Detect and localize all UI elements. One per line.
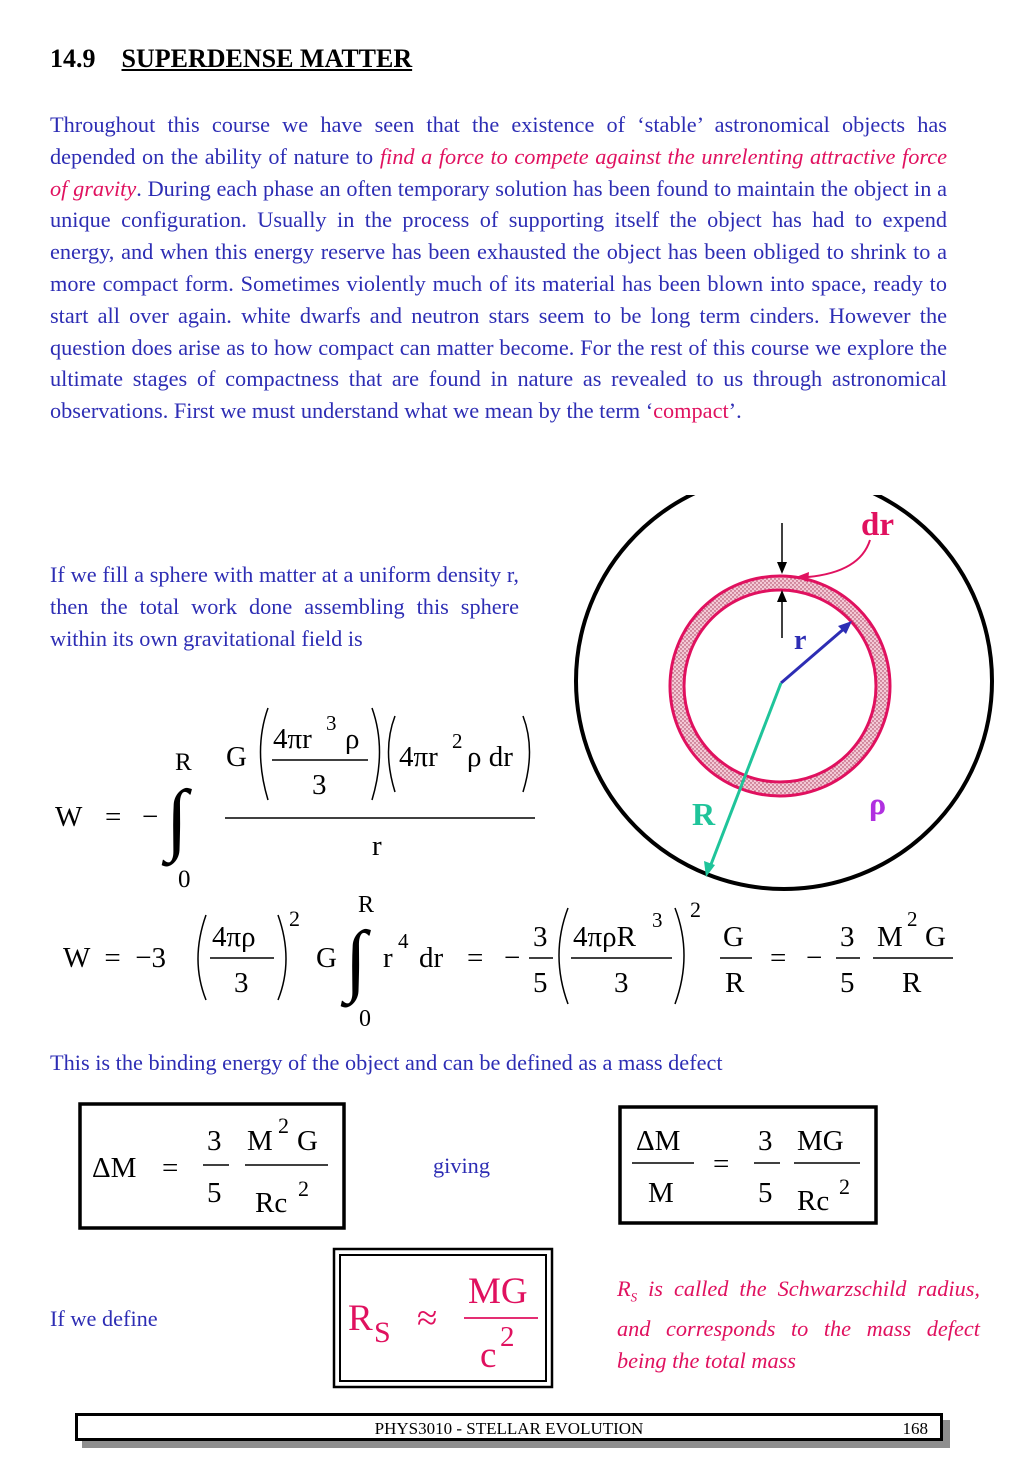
eq1-integral-sign: ∫ — [166, 775, 188, 863]
eq1-rho: ρ — [345, 723, 360, 755]
eq2-paren-right-2 — [675, 908, 684, 1004]
eq1-upper-limit: R — [175, 749, 192, 776]
eq2-G: G — [316, 942, 337, 974]
giving-text: giving — [433, 1153, 490, 1178]
box1-M: M — [247, 1125, 273, 1157]
eq2-upper-limit: R — [358, 892, 375, 918]
eq1-num1: 4πr — [273, 723, 312, 755]
eq2-G-num: G — [723, 921, 744, 953]
eq1-denominator: r — [372, 830, 382, 862]
rs-den-c: c — [480, 1335, 497, 1376]
rs-note-text: is called the Schwarzschild radius, and corresponds to the mass defect being the total mass — [617, 1276, 980, 1374]
intro-text-3: ’. — [728, 398, 742, 424]
eq1-exp2: 2 — [452, 729, 463, 753]
rs-note-symbol: R — [617, 1276, 631, 1301]
schwarzschild-note — [617, 1273, 980, 1377]
label-r: r — [794, 625, 807, 656]
box1-den: 5 — [207, 1177, 222, 1209]
eq2-lhs: W = −3 — [63, 942, 167, 974]
eq2-M-exp: 2 — [907, 907, 918, 931]
eq2-dr: dr — [419, 942, 444, 974]
eq2-coef-5: 5 — [533, 967, 548, 999]
eq2-lower-limit: 0 — [359, 1006, 371, 1032]
intro-emphasis: find a force to compete against the unrelenting attractive force of gravity — [50, 143, 947, 201]
intro-paragraph — [50, 109, 947, 427]
eq2-coef-5b: 5 — [840, 967, 855, 999]
box1-M-exp: 2 — [278, 1113, 289, 1138]
outer-sphere — [576, 495, 992, 889]
box1-c-exp: 2 — [298, 1176, 309, 1201]
eq2-num2: 4πρR — [573, 921, 636, 953]
eq2-equals-2: = — [770, 942, 787, 974]
box1-equals: = — [162, 1152, 179, 1184]
eq2-num1: 4πρ — [212, 921, 256, 953]
label-dr: dr — [861, 507, 894, 543]
box2-frac-den: M — [648, 1177, 674, 1209]
eq2-G-final: G — [925, 921, 946, 953]
eq2-R-final: R — [902, 967, 922, 999]
rs-note-sub: S — [630, 1289, 638, 1305]
box2-c-exp: 2 — [839, 1174, 850, 1199]
box2-MG: MG — [797, 1125, 844, 1157]
eq2-equals-1: = — [467, 942, 484, 974]
eq1-exp1: 3 — [326, 711, 337, 735]
label-rho: ρ — [869, 785, 887, 821]
eq2-num2-exp: 3 — [652, 908, 663, 932]
eq1-lower-limit: 0 — [178, 866, 191, 893]
eq2-coef-3b: 3 — [840, 921, 855, 953]
page-number: 168 — [902, 1419, 928, 1438]
eq2-paren-left-1 — [198, 915, 206, 1000]
footer-course-title: PHYS3010 - STELLAR EVOLUTION — [374, 1419, 644, 1438]
box2-equals: = — [713, 1148, 730, 1180]
eq2-integral-sign: ∫ — [345, 916, 367, 1004]
rs-num: MG — [468, 1271, 528, 1312]
equation-work-integral — [40, 695, 560, 895]
eq2-paren-right-1 — [278, 915, 286, 1000]
eq2-integrand: r — [383, 942, 393, 974]
box2-Rc: Rc — [797, 1185, 830, 1217]
eq1-paren-left-2 — [389, 716, 396, 792]
dr-arrowhead-top — [777, 562, 787, 574]
fractional-mass-defect-box — [614, 1101, 882, 1229]
equation-work-result — [55, 890, 965, 1035]
eq2-minus-2: − — [806, 942, 823, 974]
intro-text-1: Throughout this course we have seen that the existence of ‘stable’ astronomical objects has depended on the ability of nature to — [50, 112, 947, 169]
rs-symbol-R: R — [348, 1298, 373, 1339]
eq2-pow1: 2 — [289, 906, 300, 931]
eq1-paren-left-1 — [261, 708, 269, 800]
eq1-rest2: ρ dr — [467, 741, 513, 773]
rs-symbol-S: S — [374, 1316, 391, 1349]
eq1-num2: 4πr — [399, 741, 438, 773]
eq1-equals: = — [105, 801, 122, 833]
box2-frac-num: ΔM — [636, 1125, 681, 1157]
mass-defect-box — [75, 1098, 350, 1234]
eq1-W: W — [55, 801, 83, 833]
dr-pointer — [808, 540, 870, 577]
eq2-pow2: 2 — [690, 897, 701, 922]
eq2-den2: 3 — [614, 967, 629, 999]
page-footer — [75, 1413, 943, 1441]
intro-term: compact — [653, 398, 729, 424]
section-heading — [50, 44, 412, 74]
sphere-diagram — [570, 495, 1024, 905]
dr-arrowhead-bottom — [777, 590, 787, 602]
sphere-paragraph: If we fill a sphere with matter at a uniform density r, then the total work done assembling this sphere within its own gravitational field is — [50, 562, 519, 651]
eq1-paren-right-1 — [372, 708, 380, 800]
binding-energy-text: This is the binding energy of the object and can be defined as a mass defect — [50, 1050, 723, 1075]
eq1-den1: 3 — [312, 769, 327, 801]
box1-Rc: Rc — [255, 1187, 288, 1219]
eq1-minus: − — [142, 801, 159, 833]
eq2-integrand-exp: 4 — [398, 929, 409, 953]
box1-G: G — [297, 1125, 318, 1157]
eq2-M: M — [877, 921, 903, 953]
intro-text-2: . During each phase an often temporary solution has been found to maintain the object in a unique configuration. Usually in the process of supporting itself the object has had to expend energy, and when this energy reserve has been exhausted the object has been obliged to shrink to a more compact form. Sometimes violently much of its material has been blown into space, ready to start all over again. white dwarfs and neutron stars seem to be long term cinders. However the question does arise as to how compact can matter become. For the rest of this course we explore the ultimate stages of compactness that are found in nature as revealed to us through astronomical observations. First we must understand what we mean by the term ‘ — [50, 175, 947, 424]
box2-num: 3 — [758, 1125, 773, 1157]
define-text: If we define — [50, 1306, 158, 1331]
section-title: SUPERDENSE MATTER — [121, 44, 413, 73]
schwarzschild-radius-box — [330, 1245, 558, 1392]
eq2-minus-1: − — [504, 942, 521, 974]
eq2-den1: 3 — [234, 967, 249, 999]
box1-lhs: ΔM — [92, 1152, 137, 1184]
box2-den: 5 — [758, 1177, 773, 1209]
rs-den-exp: 2 — [500, 1321, 515, 1353]
rs-approx: ≈ — [417, 1298, 438, 1339]
eq1-G: G — [226, 741, 247, 773]
eq2-coef-3: 3 — [533, 921, 548, 953]
box1-num: 3 — [207, 1125, 222, 1157]
eq2-R-den: R — [725, 967, 745, 999]
eq2-paren-left-2 — [559, 908, 568, 1004]
section-number: 14.9 — [50, 44, 96, 73]
radius-r-line — [781, 627, 846, 683]
eq1-paren-right-2 — [523, 716, 530, 792]
label-R: R — [692, 796, 716, 832]
